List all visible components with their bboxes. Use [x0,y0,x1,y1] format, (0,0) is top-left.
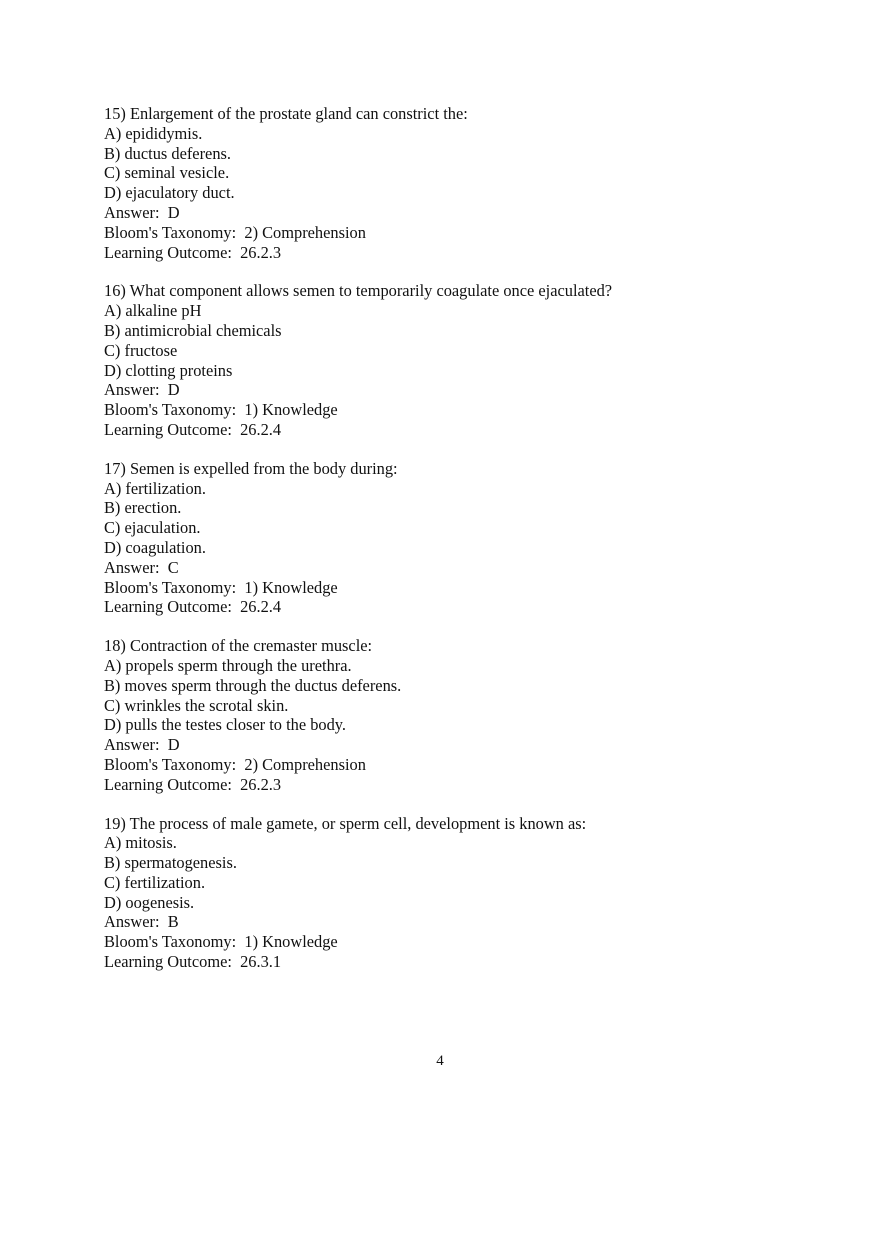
option-b: B) antimicrobial chemicals [104,320,282,340]
answer: Answer: C [104,557,179,577]
option-a: A) propels sperm through the urethra. [104,655,352,675]
question-stem: 16) What component allows semen to temporarily coagulate once ejaculated? [104,281,613,301]
question-17 [104,459,804,617]
answer: Answer: D [104,735,180,755]
option-b: B) moves sperm through the ductus deferens. [104,675,402,695]
answer: Answer: D [104,380,180,400]
question-stem: 15) Enlargement of the prostate gland can constrict the: [104,104,468,123]
answer: Answer: B [104,912,179,932]
option-c: C) wrinkles the scrotal skin. [104,695,289,715]
option-a: A) alkaline pH [104,301,202,321]
option-d: D) ejaculatory duct. [104,183,235,203]
option-d: D) coagulation. [104,537,206,557]
blooms-taxonomy: Bloom's Taxonomy: 2) Comprehension [104,754,366,774]
blooms-taxonomy: Bloom's Taxonomy: 1) Knowledge [104,577,338,597]
option-a: A) fertilization. [104,478,206,498]
question-15 [104,104,804,262]
option-a: A) epididymis. [104,123,203,143]
learning-outcome: Learning Outcome: 26.2.4 [104,419,282,439]
page-number: 4 [436,1053,444,1069]
option-b: B) ductus deferens. [104,143,231,163]
question-19 [104,814,804,972]
question-stem: 17) Semen is expelled from the body during: [104,458,398,478]
blooms-taxonomy: Bloom's Taxonomy: 2) Comprehension [104,222,366,242]
option-c: C) fructose [104,340,178,360]
question-16 [104,281,804,439]
learning-outcome: Learning Outcome: 26.2.4 [104,597,282,617]
blooms-taxonomy: Bloom's Taxonomy: 1) Knowledge [104,932,338,952]
answer: Answer: D [104,202,180,222]
option-d: D) pulls the testes closer to the body. [104,715,347,735]
learning-outcome: Learning Outcome: 26.2.3 [104,242,282,262]
learning-outcome: Learning Outcome: 26.2.3 [104,774,282,794]
option-c: C) fertilization. [104,872,206,892]
question-stem: 19) The process of male gamete, or sperm cell, development is known as: [104,813,587,833]
option-a: A) mitosis. [104,833,177,853]
option-c: C) seminal vesicle. [104,163,230,183]
learning-outcome: Learning Outcome: 26.3.1 [104,952,282,972]
blooms-taxonomy: Bloom's Taxonomy: 1) Knowledge [104,400,338,420]
question-stem: 18) Contraction of the cremaster muscle: [104,636,373,656]
question-18 [104,636,804,794]
option-d: D) clotting proteins [104,360,233,380]
option-c: C) ejaculation. [104,518,201,538]
option-b: B) spermatogenesis. [104,853,237,873]
option-b: B) erection. [104,498,182,518]
option-d: D) oogenesis. [104,892,195,912]
document-page [104,104,804,991]
